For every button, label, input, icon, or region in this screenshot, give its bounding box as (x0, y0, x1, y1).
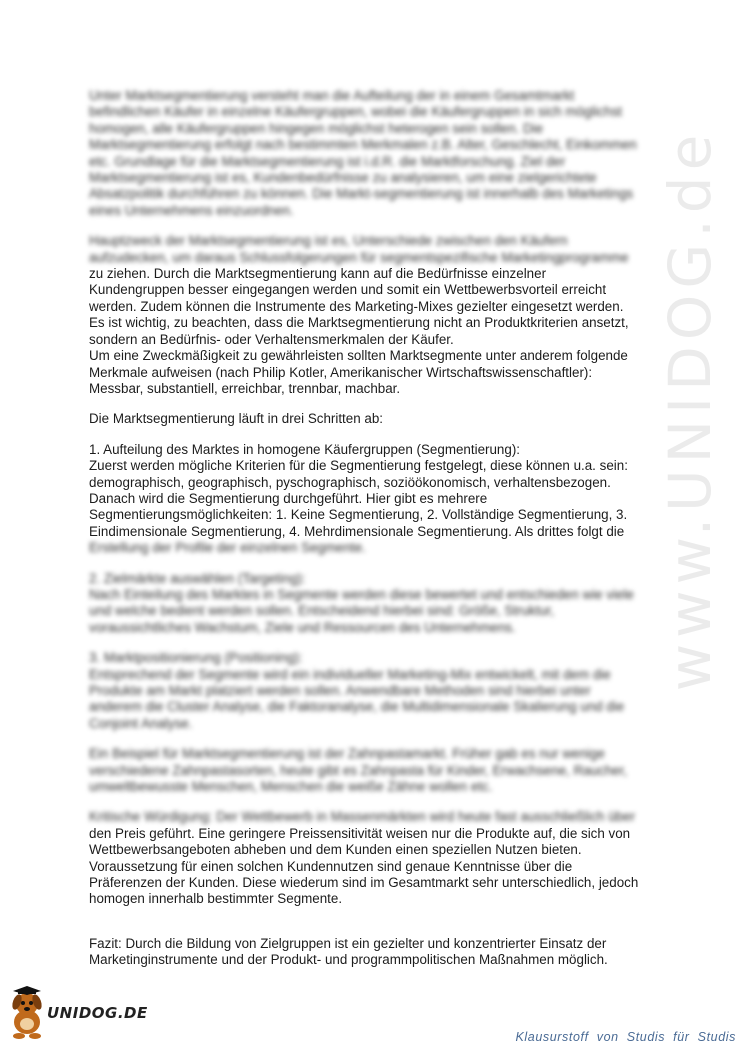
footer-tagline: Klausurstoff von Studis für Studis (515, 1030, 736, 1044)
paragraph-fazit: Fazit: Durch die Bildung von Zielgruppen ist ein gezielter und konzentrierter Einsatz der Marketinginstrumente und der Produkt- und programmpolitischen Maßnahmen möglich. (89, 935, 608, 968)
watermark-text: www.UNIDOG.de (656, 128, 724, 692)
paragraph-critique-visible: den Preis geführt. Eine geringere Preissensitivität weisen nur die Produkte auf, die sich von Wettbewerbsangeboten abheben und dem Kunden einen speziellen Nutzen bieten. Voraussetzung für einen solchen Kundennutzen sind genaue Kenntnisse über die Präferenzen der Kunden. Diese wiederum sind im Gesamtmarkt sehr unterschiedlich, jedoch homogen innerhalb bestimmter Segmente. (89, 825, 639, 907)
unidog-logo (5, 986, 155, 1046)
blurred-paragraph-purpose: Hauptzweck der Marktsegmentierung ist es, Unterschiede zwischen den Käufern aufzudecken, um daraus Schlussfolgerungen für segmentspezifische Marketingprogramme (89, 233, 629, 265)
logo-text: UNIDOG.DE (47, 1004, 148, 1022)
blurred-step-1-end: Erstellung der Profile der einzelnen Segmente. (89, 540, 366, 556)
document-body (89, 88, 659, 969)
blurred-step-2: 2. Zielmärkte auswählen (Targeting): Nach Einteilung des Marktes in Segmente werden diese bewertet und entschieden wie viele und welche bedient werden sollen. Entscheidend hierbei sind: Größe, Struktur, voraussichtliches Wachstum, Ziele und Ressourcen des Unternehmens. (89, 570, 634, 635)
paragraph-step-1: 1. Aufteilung des Marktes in homogene Käufergruppen (Segmentierung): Zuerst werden mögliche Kriterien für die Segmentierung festgelegt, diese können u.a. sein: demographisch, geographisch, pyschographisch, soziöökonomisch, verhaltensbezogen. Danach wird die Segmentierung durchgeführt. Hier gibt es mehrere Segmentierungsmöglichkeiten: 1. Keine Segmentierung, 2. Vollständige Segmentierung, 3. Eindimensionale Segmentierung, 4. Mehrdimensionale Segmentierung. Als drittes folgt die (89, 441, 628, 539)
blurred-paragraph-intro: Unter Marktsegmentierung versteht man die Aufteilung der in einem Gesamtmarkt befindlichen Käufer in einzelne Käufergruppen, wobei die Käufergruppen in sich möglichst homogen, alle Käufergruppen hingegen möglichst heterogen sein sollen. Die Marktsegmentierung erfolgt nach bestimmten Merkmalen z.B. Alter, Geschlecht, Einkommen etc. Grundlage für die Marktsegmentierung ist i.d.R. die Marktforschung. Ziel der Marktsegmentierung ist es, Kundenbedürfnisse zu analysieren, um eine zielgerichtete Absatzpolitik durchführen zu können. Die Markt-segmentierung ist innerhalb des Marketings eines Unternehmens einzuordnen. (89, 88, 637, 218)
blurred-step-3: 3. Marktpositionierung (Positioning): Entsprechend der Segmente wird ein individueller Marketing-Mix entwickelt, mit dem die Produkte am Markt platziert werden sollen. Anwendbare Methoden sind hierbei unter anderem die Cluster Analyse, die Faktoranalyse, die Multidimensionale Skalierung und die Conjoint Analyse. (89, 650, 625, 731)
paragraph-purpose-visible: zu ziehen. Durch die Marktsegmentierung kann auf die Bedürfnisse einzelner Kundengruppen besser eingegangen werden und somit ein Wettbewerbsvorteil erreicht werden. Zudem können die Instrumente des Marketing-Mixes gezielter eingesetzt werden. Es ist wichtig, zu beachten, dass die Marktsegmentierung nicht an Produktkriterien ansetzt, sondern an Bedürfnis- oder Verhaltensmerkmalen der Käufer. Um eine Zweckmäßigkeit zu gewährleisten sollten Marktsegmente unter anderem folgende Merkmale aufweisen (nach Philip Kotler, Amerikanischer Wirtschaftswissenschaftler): Messbar, substantiell, erreichbar, trennbar, machbar. (89, 266, 629, 396)
blurred-example: Ein Beispiel für Marktsegmentierung ist der Zahnpastamarkt. Früher gab es nur wenige verschiedene Zahnpastasorten, heute gibt es Zahnpasta für Kinder, Erwachsene, Raucher, umweltbewusste Menschen, Menschen die weiße Zähne wollen etc. (89, 746, 628, 795)
dog-mascot-icon (5, 986, 53, 1042)
paragraph-steps-intro: Die Marktsegmentierung läuft in drei Schritten ab: (89, 411, 383, 427)
blurred-critique-start: Kritische Würdigung: Der Wettbewerb in Massenmärkten wird heute fast ausschließlich über (89, 809, 636, 825)
